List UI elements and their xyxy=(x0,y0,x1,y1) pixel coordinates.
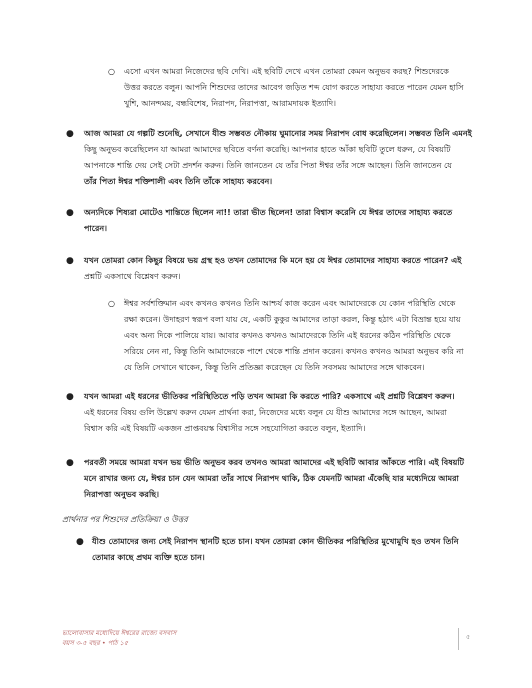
bullet: ● xyxy=(66,129,74,139)
text-line: যীশু তোমাদের জন্য সেই নিরাপদ স্থানটি হতে চান। যখন তোমরা কোন ভীতিকর পরিস্থিতির মুখোমুখি হও তখন তিনি xyxy=(92,537,459,546)
bullet: ● xyxy=(76,537,84,547)
text-line: অন্যদিকে শিষ্যরা মোটেও শান্তিতে ছিলেন না!! তারা ভীত ছিলেন! তারা বিশ্বাস করেনি যে ঈশ্বর তাদের সাহায্য করতে xyxy=(84,208,453,217)
text-line: তোমার কাছে প্রথম ব্যক্তি হতে চান। xyxy=(92,553,205,562)
text-line: বিশ্বাস করি এই বিষয়টি একজন প্রাপ্তবয়স্ক বিশ্বাসীর সঙ্গে সহযোগিতা করতে বলুন, ইত্যাদি। xyxy=(84,424,366,433)
text-line: সরিয়ে নেন না, কিন্তু তিনি আমাদেরকে পাশে থেকে শান্তি প্রদান করেন। কখনও কখনও আমরা অনুভব করি না xyxy=(124,347,464,356)
text-line: পারেন। xyxy=(84,224,108,233)
bullet: ● xyxy=(66,256,74,266)
text-line: এবং অন্য দিকে পালিয়ে যায়। আবার কখনও কখনও আমাদেরকে তিনি এই ধরনের কঠিন পরিস্থিতি থেকে xyxy=(124,331,451,340)
text-line: এসো এখন আমরা নিজেদের ছবি দেখি। এই ছবিটি দেখে এখন তোমরা কেমন অনুভব করছ? শিশুদেরকে xyxy=(124,67,449,76)
text-line: মনে রাখার জন্য যে, ঈশ্বর চান যেন আমরা তাঁর সাথে নিরাপদ থাকি, ঠিক যেমনটি আমরা এঁকেছি যার মধ্যেদিয়ে আমরা xyxy=(84,474,459,483)
paragraph-fear-question xyxy=(84,253,476,285)
text-line: যখন তোমরা কোন কিছুর বিষয়ে ভয় গ্রস্থ হও তখন তোমাদের কি মনে হয় যে ঈশ্বর তোমাদের সাহায্য করতে পারেন? এই xyxy=(84,256,462,265)
bullet: ● xyxy=(66,458,74,468)
paragraph-safe-place xyxy=(92,534,476,566)
text-line: তাঁর পিতা ঈশ্বর শক্তিশালী এবং তিনি তাঁকে সাহায্য করবেন। xyxy=(84,177,273,186)
paragraph-god-almighty xyxy=(124,296,474,376)
text-line: এই ধরনের বিষয় গুলি উল্লেখ করুন যেমন প্রার্থনা করা, নিজেদের মধ্যে বলুন যে যীশু আমাদের সঙ্গে আছেন, আমরা xyxy=(84,408,447,417)
text-line: কিছু অনুভব করেছিলেন যা আমরা আমাদের ছবিতে বর্ণনা করেছি। আপনার হাতে আঁকা ছবিটি তুলে ধরুন, যে বিষয়টি xyxy=(84,145,451,154)
footer-divider xyxy=(458,628,459,650)
text-line: আজ আমরা যে গল্পটি শুনেছি, সেখানে যীশু সম্ভবত নৌকায় ঘুমানোর সময় নিরাপদ বোধ করেছিলেন। সম্ভবত তিনি এমনই xyxy=(84,129,472,138)
page-number: ৫ xyxy=(466,633,471,641)
paragraph-next-time xyxy=(84,455,476,503)
section-heading: প্রার্থনার পর শিশুদের প্রতিক্রিয়া ও উত্তর xyxy=(62,515,188,524)
paragraph-disciples xyxy=(84,205,476,237)
paragraph-jesus-boat xyxy=(84,126,476,190)
text-line: উত্তর করতে বলুন। আপনি শিশুদের তাদের আবেগ জড়িত শব্দ যোগ করতে সাহায্য করতে পারেন যেমন হাসি xyxy=(124,83,464,92)
text-line: নিরাপত্তা অনুভব করছি। xyxy=(84,490,159,499)
footer-title: ভালোবাসার মধ্যেদিয়ে ঈশ্বরের রাজ্যে বসবাস xyxy=(62,629,177,637)
sub-bullet: ○ xyxy=(108,67,115,76)
text-line: যে তিনি সেখানে থাকেন, কিন্তু তিনি প্রতিজ্ঞা করেছেন যে তিনি সবসময় আমাদের সঙ্গে থাকবেন। xyxy=(124,363,425,372)
paragraph-feelings xyxy=(124,64,474,112)
footer-subtitle: বয়স ৩-৫ বছর • পাঠ ১৫ xyxy=(62,639,129,647)
sub-bullet: ○ xyxy=(108,299,115,308)
bullet: ● xyxy=(66,208,74,218)
text-line: খুশি, আনন্দময়, বন্ধবিশেষ, নিরাপদ, নিরাপত্তা, আরামদায়ক ইত্যাদি। xyxy=(124,99,336,108)
text-line: পরবর্তী সময়ে আমরা যখন ভয় ভীতি অনুভব করব তখনও আমরা আমাদের এই ছবিটি আবার আঁকতে পারি। এই বিষয়টি xyxy=(84,458,465,467)
footer xyxy=(62,628,176,648)
text-line: ঈশ্বর সর্বশক্তিমান এবং কখনও কখনও তিনি আশ্চর্য কাজ করেন এবং আমাদেরকে যে কোন পরিস্থিতি থেকে xyxy=(124,299,456,308)
text-line: রক্ষা করেন। উদাহরণ স্বরূপ বলা যায় যে, একটি কুকুর আমাদের তাড়া করল, কিন্তু হঠাৎ এটা বিভ্রান্ত হয়ে যায় xyxy=(124,315,461,324)
text-line: আপনাকে শান্তি দেয় সেই সেটা প্রদর্শন করুন। তিনি জানতেন যে তাঁর পিতা ঈশ্বর তাঁর সঙ্গে আছেন। তিনি জানতেন যে xyxy=(84,161,452,170)
bullet: ● xyxy=(66,392,74,402)
paragraph-what-can-we-do xyxy=(84,389,476,437)
text-line: যখন আমরা এই ধরনের ভীতিকর পরিস্থিতিতে পড়ি তখন আমরা কি করতে পারি? একসাথে এই প্রশ্নটি বিশ্লেষণ করুন। xyxy=(84,392,455,401)
text-line: প্রশ্নটি একসাথে বিশ্লেষণ করুন। xyxy=(84,272,181,281)
